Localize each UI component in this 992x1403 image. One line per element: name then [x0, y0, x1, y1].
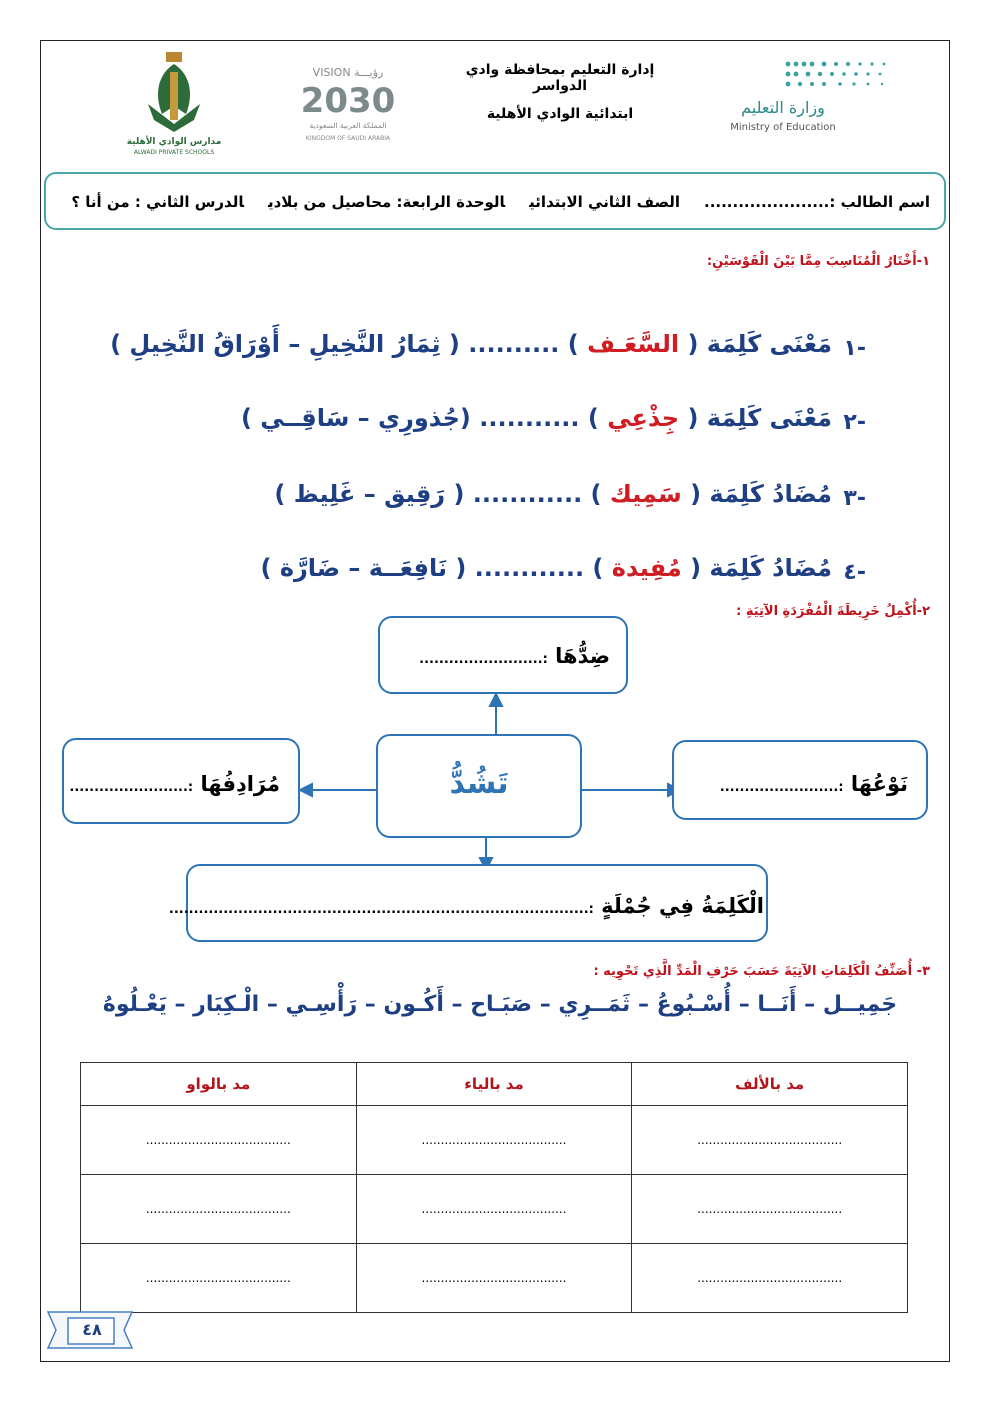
question-target-word: سَمِيك — [609, 480, 682, 508]
section1-title: ١-أَخْتَارُ الْمُنَاسِبَ مِمَّا بَيْنَ الْقَوْسَيْنِ: — [706, 254, 930, 269]
table-row — [81, 1244, 908, 1313]
type-blank[interactable]: :........................ — [719, 780, 844, 795]
question-2 — [241, 404, 832, 432]
vision-2030-logo — [298, 62, 398, 146]
word-list: جَمِيــل – أَنَــا – أُسْـبُوعُ – ثَمَــرِي – صَبَـاح – أَكُـون – رَأْسِـي – الْـكِبَار – يَعْـلُوهُ — [102, 992, 898, 1017]
question-prefix: مَعْنَى كَلِمَة ( — [687, 404, 832, 432]
question-number: ٢- — [843, 410, 866, 435]
unit-label: الوحدة الرابعة: محاصيل من بلادي — [267, 193, 506, 211]
student-info-line — [47, 193, 930, 211]
question-target-word: جِذْعِي — [607, 404, 680, 432]
column-ya: مد بالياء — [356, 1063, 632, 1106]
table-cell-blank[interactable]: ...................................... — [632, 1175, 908, 1244]
table-header-row — [81, 1063, 908, 1106]
antonym-blank[interactable]: :......................... — [419, 652, 548, 667]
question-target-word: السَّعَـف — [587, 330, 680, 358]
section2-title: ٢-أُكْمِلُ خَرِيطَةَ الْمُفْرَدَةِ الآتِيَةِ : — [736, 604, 930, 619]
ministry-name-arabic: وزارة التعليم — [741, 98, 825, 117]
school-logo-arabic: مدارس الوادي الأهلية — [126, 137, 222, 147]
table-cell-blank[interactable]: ...................................... — [81, 1244, 357, 1313]
school-logo-english: ALWADI PRIVATE SCHOOLS — [133, 149, 215, 156]
vision-subtitle-ar: المملكة العربية السعودية — [309, 121, 387, 130]
type-label — [720, 772, 908, 796]
vision-subtitle-en: KINGDOM OF SAUDI ARABIA — [305, 135, 391, 142]
page-number: ٤٨ — [82, 1320, 102, 1339]
question-prefix: مُضَادُ كَلِمَة ( — [690, 554, 832, 582]
table-cell-blank[interactable]: ...................................... — [356, 1175, 632, 1244]
question-options[interactable]: ) ............ ( رَقِيق – غَلِيظ ) — [274, 480, 602, 508]
synonym-blank[interactable]: :........................ — [69, 780, 194, 795]
table-cell-blank[interactable]: ...................................... — [81, 1175, 357, 1244]
question-number: ٣- — [843, 486, 866, 511]
question-number: ١- — [843, 336, 866, 361]
lesson-label: الدرس الثاني : من أنا ؟ — [71, 193, 244, 211]
table-cell-blank[interactable]: ...................................... — [632, 1106, 908, 1175]
education-administration: إدارة التعليم بمحافظة وادي الدواسر — [465, 62, 655, 94]
table-row — [81, 1106, 908, 1175]
sentence-blank[interactable]: :..................................................................................... — [168, 902, 594, 917]
table-cell-blank[interactable]: ...................................... — [632, 1244, 908, 1313]
synonym-label — [69, 772, 280, 796]
student-name-field[interactable]: اسم الطالب :...................... — [704, 193, 930, 211]
table-cell-blank[interactable]: ...................................... — [81, 1106, 357, 1175]
column-alif: مد بالألف — [632, 1063, 908, 1106]
antonym-label — [419, 644, 610, 668]
table-row — [81, 1175, 908, 1244]
sentence-title: الْكَلِمَةُ فِي جُمْلَةٍ — [601, 894, 764, 918]
question-options[interactable]: ) .......... ( ثِمَارُ النَّخِيلِ – أَوْرَاقُ النَّخِيلِ ) — [110, 330, 579, 358]
question-number: ٤- — [843, 560, 866, 585]
sentence-label — [169, 894, 764, 918]
synonym-title: مُرَادِفُهَا — [200, 772, 280, 796]
table-cell-blank[interactable]: ...................................... — [356, 1244, 632, 1313]
column-waw: مد بالواو — [81, 1063, 357, 1106]
table-cell-blank[interactable]: ...................................... — [356, 1106, 632, 1175]
vision-title: VISION رؤيـــة — [312, 66, 384, 79]
section3-title: ٣- أُصَنِّفُ الْكَلِمَاتِ الآتِيَةَ حَسَبَ حَرْفِ الْمَدِّ الَّذِي تَحْوِيه : — [593, 964, 930, 979]
ministry-logo-icon — [784, 58, 888, 92]
school-name: ابتدائية الوادي الأهلية — [486, 106, 634, 122]
vision-year: 2030 — [300, 81, 396, 121]
school-logo — [118, 44, 230, 156]
sorting-table — [80, 1062, 908, 1313]
question-1 — [110, 330, 832, 358]
antonym-title: ضِدُّهَا — [555, 644, 610, 668]
grade-label: الصف الثاني الابتدائي — [529, 193, 680, 211]
question-options[interactable]: ) ............ ( نَافِعَــة – ضَارَّة ) — [260, 554, 604, 582]
question-prefix: مُضَادُ كَلِمَة ( — [690, 480, 832, 508]
question-options[interactable]: ) ........... (جُذورِي – سَاقِــي ) — [240, 404, 599, 432]
ministry-name-english: Ministry of Education — [730, 122, 836, 133]
question-4 — [261, 554, 833, 582]
question-prefix: مَعْنَى كَلِمَة ( — [687, 330, 832, 358]
question-3 — [274, 480, 832, 508]
type-title: نَوْعُهَا — [850, 772, 908, 796]
center-word: تَشُدُّ — [449, 766, 509, 801]
question-target-word: مُفِيدة — [611, 554, 682, 582]
